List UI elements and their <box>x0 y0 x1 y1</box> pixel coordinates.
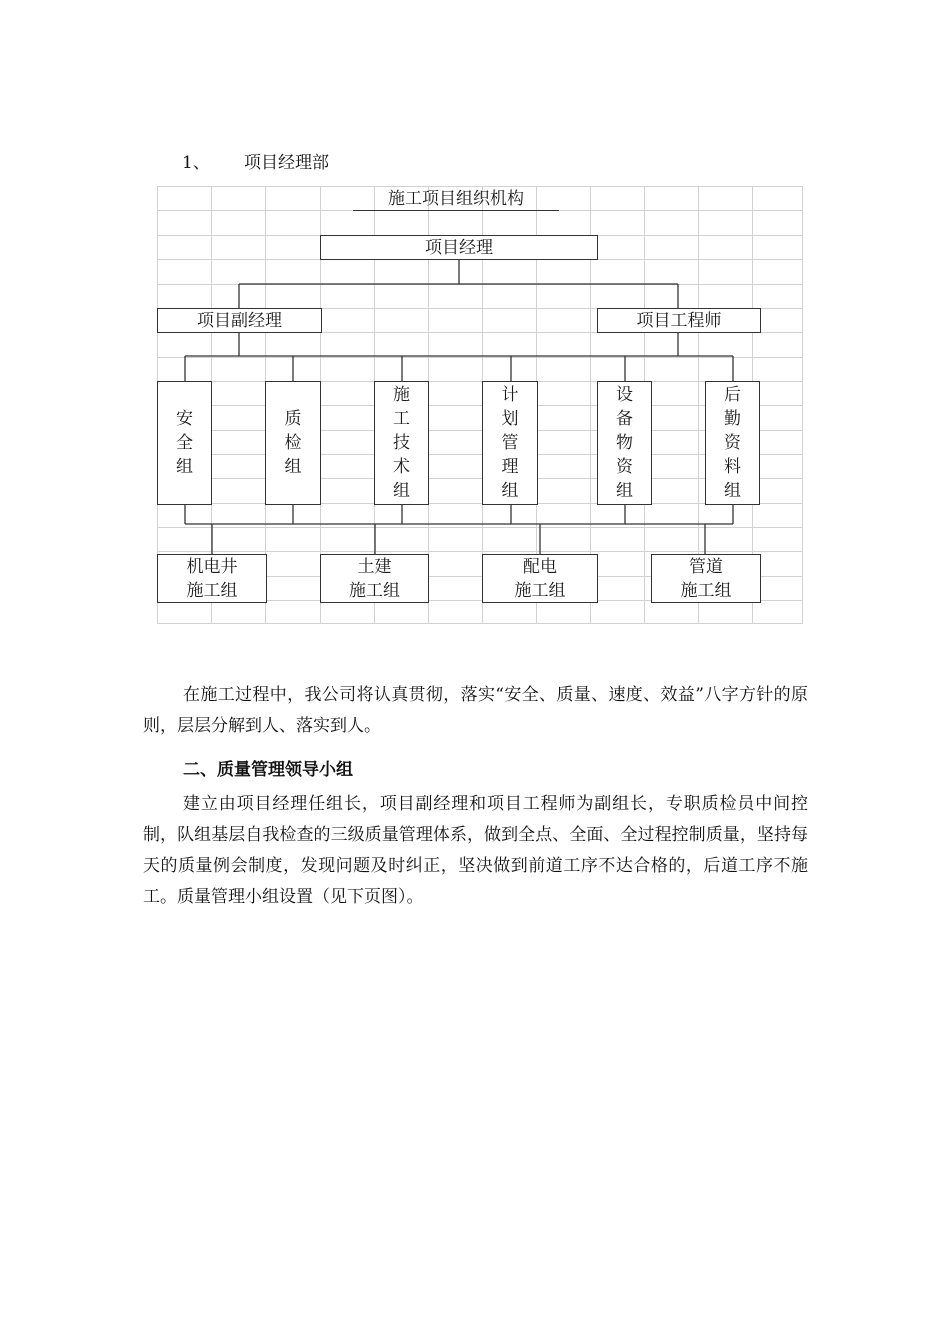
box-dept-safety <box>157 381 212 505</box>
crew-electromechanical-line1: 机电井 <box>186 556 238 577</box>
dept-equipment-label: 设备物资组 <box>616 385 633 501</box>
crew-civil-line2: 施工组 <box>349 580 400 601</box>
heading-number: 1、 <box>182 153 210 173</box>
crew-power-line1: 配电 <box>523 556 557 577</box>
crew-electromechanical-line2: 施工组 <box>186 580 238 601</box>
box-dept-logistics <box>705 381 760 505</box>
crew-pipeline-line1: 管道 <box>689 556 723 577</box>
crew-power-line2: 施工组 <box>514 580 566 601</box>
crew-civil-line1: 土建 <box>357 556 392 577</box>
paragraph-policy: 在施工过程中，我公司将认真贯彻，落实“安全、质量、速度、效益”八字方针的原则，层层分解到人、落实到人。 <box>143 685 808 736</box>
box-project-manager <box>320 235 598 260</box>
box-dept-equipment <box>597 381 652 505</box>
box-crew-pipeline <box>651 554 761 603</box>
box-project-engineer <box>597 308 761 333</box>
box-project-manager-label: 项目经理 <box>425 237 493 258</box>
box-project-engineer-label: 项目工程师 <box>636 310 722 331</box>
box-deputy-manager-label: 项目副经理 <box>197 310 282 331</box>
box-dept-technical <box>374 381 429 505</box>
heading-project-management <box>182 150 329 176</box>
org-chart-title: 施工项目组织机构 <box>353 188 559 211</box>
org-chart <box>157 186 803 624</box>
box-dept-quality <box>265 381 321 505</box>
dept-logistics-label: 后勤资料组 <box>724 385 741 501</box>
section-title-quality-group: 二、质量管理领导小组 <box>183 760 353 780</box>
box-crew-power <box>482 554 598 603</box>
paragraph-quality-system: 建立由项目经理任组长，项目副经理和项目工程师为副组长，专职质检员中间控制，队组基层自我检查的三级质量管理体系，做到全点、全面、全过程控制质量，坚持每天的质量例会制度，发现问题及时纠正，坚决做到前道工序不达合格的，后道工序不施工。质量管理小组设置（见下页图）。 <box>143 794 808 907</box>
dept-planning-label: 计划管理组 <box>501 385 519 501</box>
box-crew-electromechanical <box>157 554 267 603</box>
dept-safety-label: 安全组 <box>176 409 193 477</box>
box-deputy-manager <box>157 308 322 333</box>
crew-pipeline-line2: 施工组 <box>680 580 732 601</box>
heading-text: 项目经理部 <box>244 153 329 173</box>
box-dept-planning <box>482 381 538 505</box>
dept-quality-label: 质检组 <box>284 409 302 477</box>
box-crew-civil <box>320 554 429 603</box>
dept-technical-label: 施工技术组 <box>393 385 410 501</box>
